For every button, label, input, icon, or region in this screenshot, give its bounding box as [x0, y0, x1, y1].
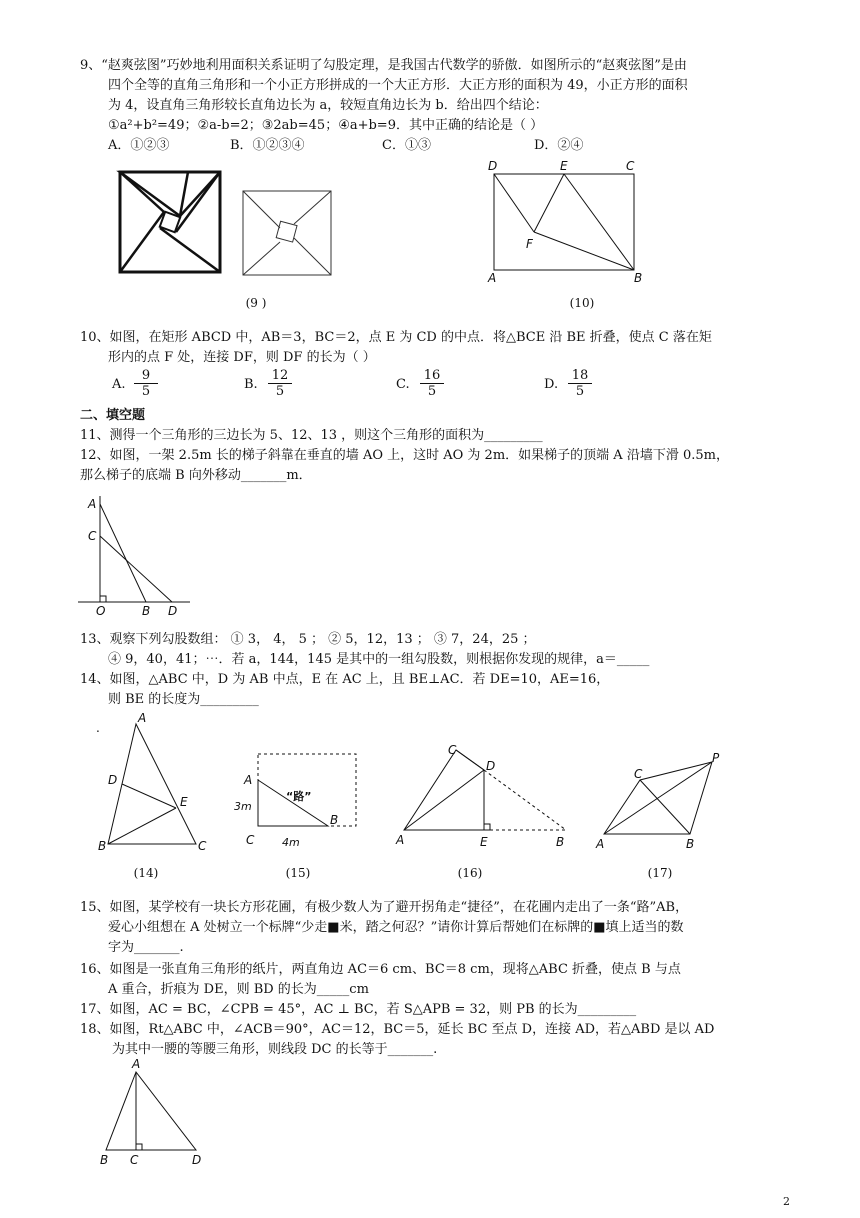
q10-option-d-label: D.	[544, 377, 559, 392]
q12-line2: 那么梯子的底端 B 向外移动_______m．	[80, 468, 312, 483]
q11: 11、测得一个三角形的三边长为 5、12、13 ，则这个三角形的面积为_________	[80, 428, 543, 443]
label-B: B	[686, 837, 695, 851]
q10-option-b-label: B.	[244, 377, 258, 392]
label-3m: 3m	[234, 800, 252, 813]
figure-12-ladder	[78, 496, 198, 616]
label-D: D	[168, 604, 178, 618]
figure-9-caption: (9 )	[245, 296, 267, 310]
figure-14-caption: (14)	[133, 866, 159, 880]
label-4m: 4m	[282, 836, 300, 849]
q10-option-c-label: C.	[396, 377, 410, 392]
figure-17-caption: (17)	[647, 866, 673, 880]
q12-line1: 12、如图，一架 2.5m 长的梯子斜靠在垂直的墙 AO 上，这时 AO 为 2m．如果梯子的顶端 A 沿墙下滑 0.5m，	[80, 448, 729, 463]
figure-16-fold	[396, 740, 572, 852]
figure-16-caption: (16)	[457, 866, 483, 880]
figure-9-zhao-shuang-thin	[242, 190, 332, 276]
q9-option-c: C．①③	[382, 138, 431, 153]
label-B: B	[330, 813, 339, 827]
label-E: E	[180, 795, 188, 809]
section-title-fill-in: 二、填空题	[80, 408, 146, 423]
label-A: A	[396, 833, 405, 847]
label-A: A	[88, 497, 97, 511]
page-number: 2	[783, 1195, 790, 1208]
q16-line2: A 重合，折痕为 DE，则 BD 的长为_____cm	[108, 982, 369, 997]
q10-option-c-fraction: $\frac{16}{5}$	[420, 368, 444, 399]
q10-line2: 形内的点 F 处，连接 DF，则 DF 的长为（ ）	[108, 350, 376, 365]
label-O: O	[96, 604, 106, 618]
q15-line1: 15、如图，某学校有一块长方形花圃，有极少数人为了避开拐角走“捷径”，在花圃内走出了一条“路”AB，	[80, 900, 689, 915]
figure-18-triangle	[100, 1058, 210, 1168]
label-E: E	[480, 835, 488, 849]
q14-line1: 14、如图，△ABC 中，D 为 AB 中点，E 在 AC 上，且 BE⊥AC．若 DE=10，AE=16，	[80, 672, 610, 687]
figure-9-zhao-shuang-bold	[118, 170, 222, 274]
q16-line1: 16、如图是一张直角三角形的纸片，两直角边 AC＝6 cm、BC＝8 cm，现将△ABC 折叠，使点 B 与点	[80, 962, 681, 977]
label-C: C	[246, 833, 255, 847]
q10-option-a-fraction: $\frac{9}{5}$	[134, 368, 158, 399]
label-A: A	[138, 711, 147, 725]
q9-line1: 9、“赵爽弦图”巧妙地利用面积关系证明了勾股定理，是我国古代数学的骄傲．如图所示的“赵爽弦图”是由	[80, 58, 687, 73]
label-A: A	[596, 837, 605, 851]
label-C: C	[448, 743, 457, 757]
figure-14-triangle	[96, 710, 216, 852]
q9-option-d: D．②④	[534, 138, 584, 153]
q10-option-a-label: A.	[112, 377, 126, 392]
label-C: C	[88, 529, 97, 543]
q18-line1: 18、如图，Rt△ABC 中，∠ACB＝90°，AC＝12，BC＝5，延长 BC 至点 D，连接 AD，若△ABD 是以 AD	[80, 1022, 715, 1037]
q9-line2: 四个全等的直角三角形和一个小正方形拼成的一个大正方形．大正方形的面积为 49，小正方形的面积	[108, 78, 688, 93]
label-D: D	[108, 773, 118, 787]
label-D: D	[486, 759, 496, 773]
q9-line4: ①a²+b²=49；②a-b=2；③2ab=45；④a+b=9．其中正确的结论是（ ）	[108, 118, 544, 133]
figure-17-quadrilateral	[594, 752, 724, 852]
label-B: B	[142, 604, 151, 618]
q10-line1: 10、如图，在矩形 ABCD 中，AB＝3，BC＝2，点 E 为 CD 的中点．将△BCE 沿 BE 折叠，使点 C 落在矩	[80, 330, 712, 345]
label-A: A	[132, 1057, 141, 1071]
q15-line2: 爱心小组想在 A 处树立一个标牌“少走■米，踏之何忍？”请你计算后帮她们在标牌的■填上适当的数	[108, 920, 684, 935]
q9-option-b: B．①②③④	[230, 138, 305, 153]
q17: 17、如图，AC = BC，∠CPB = 45°，AC ⊥ BC，若 S△APB = 32，则 PB 的长为_________	[80, 1002, 637, 1017]
label-B: B	[556, 835, 565, 849]
label-A: A	[244, 773, 253, 787]
label-C: C	[198, 839, 207, 853]
label-C: C	[626, 159, 635, 173]
q9-option-a: A．①②③	[108, 138, 170, 153]
figure-10-caption: (10)	[569, 296, 595, 310]
figure-10-rectangle	[488, 158, 648, 285]
label-B: B	[98, 839, 107, 853]
q13-line2: ④ 9，40，41；⋯．若 a，144，145 是其中的一组勾股数，则根据你发现的规律，a＝_____	[108, 652, 650, 667]
q10-option-d-fraction: $\frac{18}{5}$	[568, 368, 592, 399]
label-E: E	[560, 159, 568, 173]
label-P: P	[712, 751, 720, 765]
label-C: C	[634, 767, 643, 781]
label-C: C	[130, 1153, 139, 1167]
q13-line1: 13、观察下列勾股数组： ① 3， 4， 5 ； ② 5，12，13 ； ③ 7，24，25 ；	[80, 632, 536, 647]
figure-15-caption: (15)	[285, 866, 311, 880]
q18-line2: 为其中一腰的等腰三角形，则线段 DC 的长等于_______.	[112, 1042, 438, 1057]
q10-option-b-fraction: $\frac{12}{5}$	[268, 368, 292, 399]
label-B: B	[100, 1153, 109, 1167]
label-B: B	[634, 271, 643, 285]
q15-line3: 字为_______.	[108, 940, 184, 955]
label-road: “路”	[286, 790, 312, 803]
q14-line2: 则 BE 的长度为_________	[108, 692, 259, 707]
label-D: D	[488, 159, 498, 173]
dot-mark: .	[96, 721, 100, 735]
label-A: A	[488, 271, 497, 285]
label-F: F	[526, 237, 533, 251]
figure-15-garden	[230, 748, 360, 852]
q9-line3: 为 4，设直角三角形较长直角边长为 a，较短直角边长为 b．给出四个结论：	[108, 98, 548, 113]
label-D: D	[192, 1153, 202, 1167]
